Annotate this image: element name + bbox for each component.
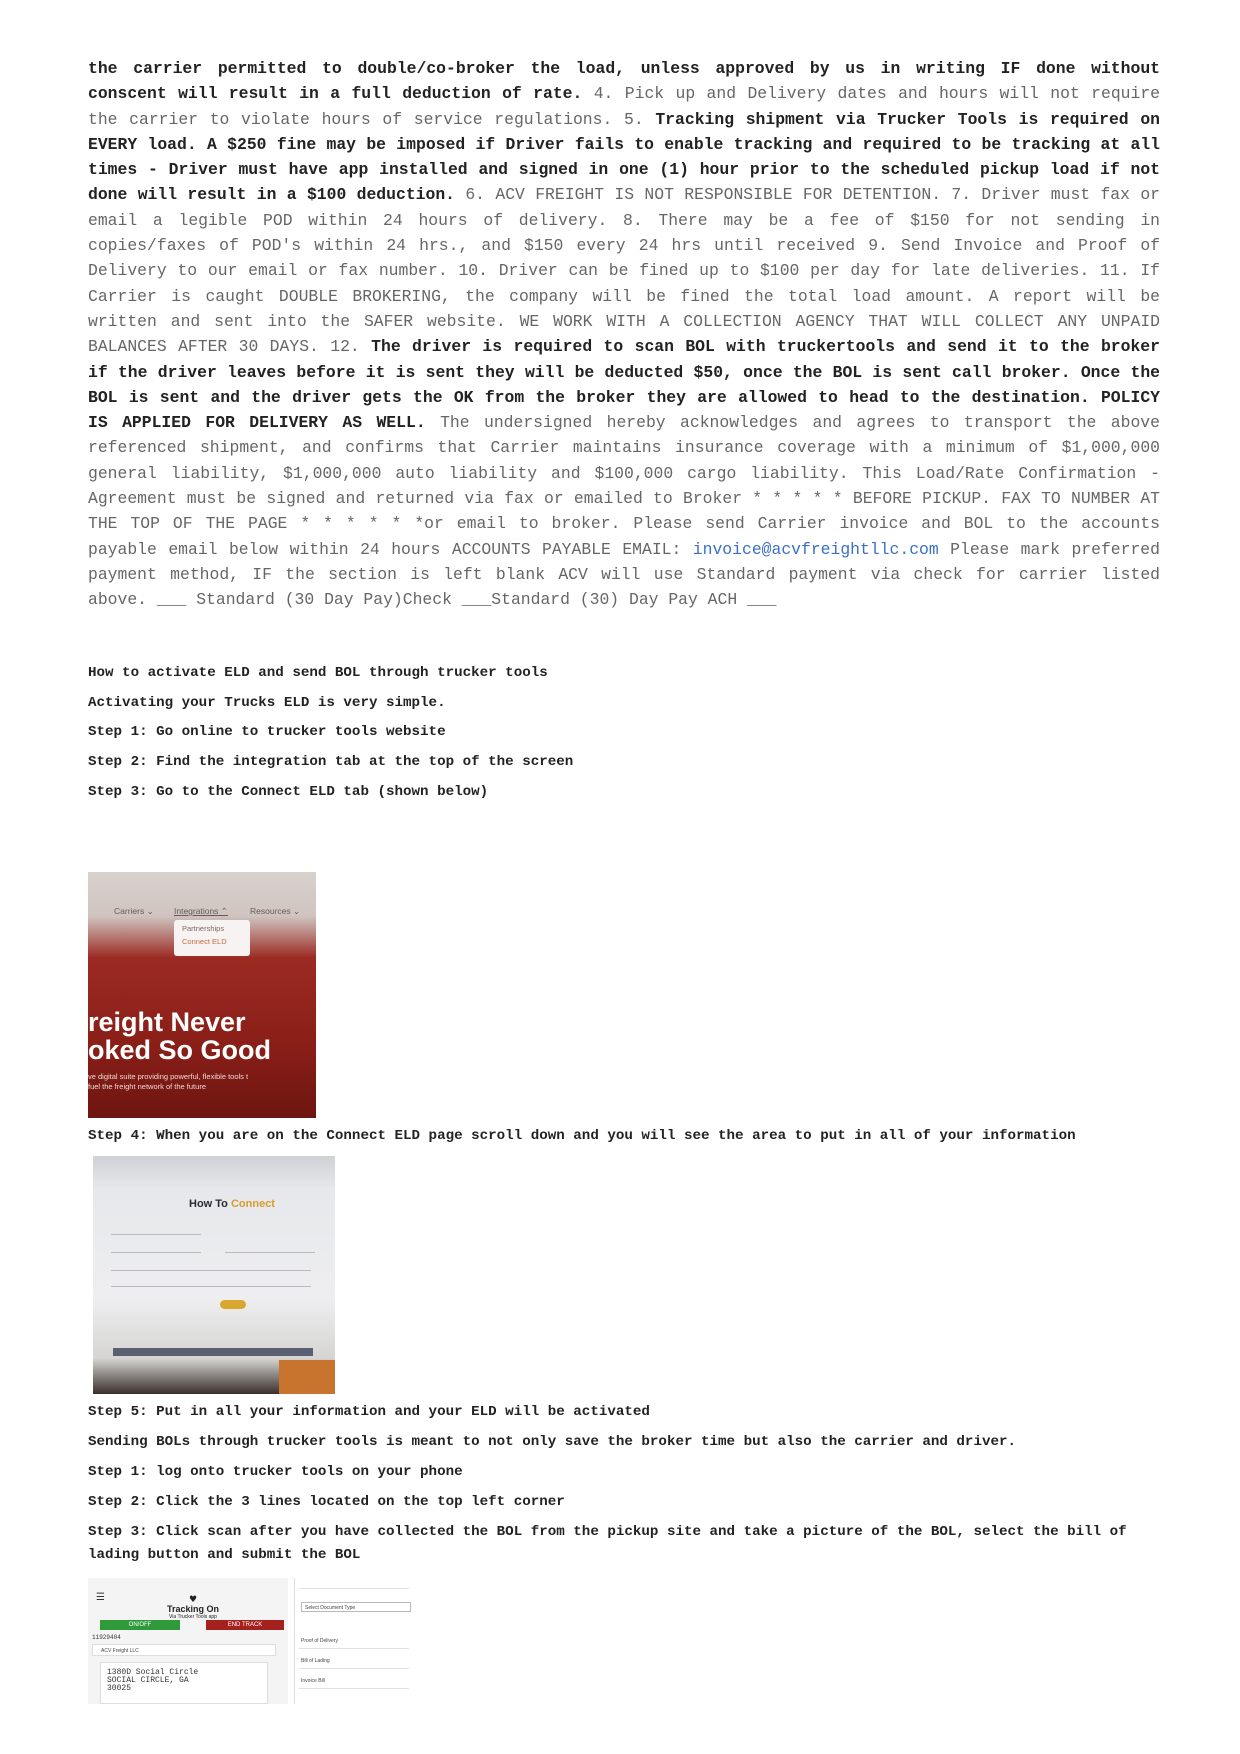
eld-intro: Activating your Trucks ELD is very simple. (88, 695, 446, 711)
photo-green-button: ON/OFF (100, 1620, 180, 1630)
terms-text-3: The undersigned hereby acknowledges and agrees to transport the above referenced shipment, and confirms that Carrier maintains insurance coverage with a minimum of $1,000,000 general liability, $1,000,000 auto liability and $100,000 cargo liability. This Load/Rate Confirmation - Agreement must be signed and returned via fax or emailed to Broker * * * * * BEFORE PICKUP. FAX TO NUMBER AT THE TOP OF THE PAGE * * * * * *or email to broker. Please send Carrier invoice and BOL to the accounts payable email below within 24 hours ACCOUNTS PAYABLE EMAIL: (88, 413, 1160, 559)
photo-tracking-on: Tracking On (166, 1604, 219, 1614)
photo-menu-connect-eld: Connect ELD (182, 937, 227, 946)
photo-form-field (111, 1270, 311, 1271)
bol-step-2: Step 2: Click the 3 lines located on the top left corner (88, 1494, 565, 1510)
photo-tracking-screen (88, 1578, 288, 1704)
photo-row-divider (299, 1668, 409, 1669)
photo-form-field (225, 1252, 315, 1253)
bol-step-1: Step 1: log onto trucker tools on your phone (88, 1464, 463, 1480)
photo-form-field (111, 1286, 311, 1287)
photo-option-pod: Proof of Delivery (301, 1638, 338, 1644)
photo-red-button: END TRACK (206, 1620, 284, 1630)
trucker-tools-app-photo (88, 1578, 416, 1704)
photo-sub-line-2: fuel the freight network of the future (88, 1082, 206, 1091)
photo-row-divider (299, 1648, 409, 1649)
bol-step-3: Step 3: Click scan after you have collected the BOL from the pickup site and take a picture of the BOL, select the bill of lading button and submit the BOL (88, 1524, 1127, 1563)
photo-option-bol: Bill of Lading (301, 1658, 330, 1664)
eld-heading: How to activate ELD and send BOL through trucker tools (88, 665, 548, 681)
eld-step-4: Step 4: When you are on the Connect ELD page scroll down and you will see the area to put in all of your information (88, 1128, 1076, 1144)
photo-menu-partnerships: Partnerships (182, 924, 225, 933)
terms-text-2: 6. ACV FREIGHT IS NOT RESPONSIBLE FOR DETENTION. 7. Driver must fax or email a legible POD within 24 hours of delivery. 8. There may be a fee of $150 for not sending in copies/faxes of POD's within 24 hrs., and $150 every 24 hrs until received 9. Send Invoice and Proof of Delivery to our email or fax number. 10. Driver can be fined up to $100 per day for late deliveries. 11. If Carrier is caught DOUBLE BROKERING, the company will be fined the total load amount. A report will be written and sent into the SAFER website. WE WORK WITH A COLLECTION AGENCY THAT WILL COLLECT ANY UNPAID BALANCES AFTER 30 DAYS. 12. (88, 185, 1160, 357)
photo-title-b: Connect (230, 1198, 275, 1210)
photo-tracking-title (158, 1596, 228, 1620)
photo-option-invoice: Invoice Bill (301, 1678, 325, 1684)
terms-text-1: 4. Pick up and Delivery dates and hours will not require the carrier to violate hours of service regulations. 5. (88, 84, 1161, 129)
photo-form-field (111, 1252, 201, 1253)
terms-text-4: Please mark preferred payment method, IF the section is left blank ACV will use Standard payment via check for carrier listed above. ___ Standard (30 Day Pay)Check ___Standard (30) Day Pay ACH ___ (88, 539, 1160, 610)
photo-save-button (220, 1300, 246, 1309)
photo-title-a: How To (189, 1198, 231, 1210)
terms-paragraph (88, 56, 1160, 613)
photo-document-screen (294, 1578, 416, 1704)
terms-section (88, 56, 1160, 613)
connect-eld-menu-photo (88, 872, 316, 1118)
photo-how-to-connect-title (189, 1198, 275, 1210)
accounts-payable-email-link[interactable]: invoice@acvfreightllc.com (692, 539, 939, 559)
photo-hero-line-1: reight Never (88, 1007, 246, 1037)
how-to-connect-photo (93, 1156, 335, 1394)
photo-row-divider (299, 1688, 409, 1689)
photo-nav-carriers: Carriers ⌄ (114, 906, 154, 916)
photo-hero-line-2: oked So Good (88, 1035, 272, 1065)
photo-load-number: 11929404 (92, 1634, 121, 1641)
photo-corner-card (279, 1360, 335, 1394)
eld-step-5: Step 5: Put in all your information and your ELD will be activated (88, 1404, 650, 1420)
photo-location-pin-icon: ♥ (188, 1595, 198, 1605)
eld-step-2: Step 2: Find the integration tab at the top of the screen (88, 754, 574, 770)
photo-nav-integrations: Integrations ⌃ (174, 906, 228, 916)
terms-bold-1: the carrier permitted to double/co-broker the load, unless approved by us in writing IF done without conscent will result in a full deduction of rate. (88, 59, 1160, 104)
photo-nav-resources: Resources ⌄ (250, 906, 301, 916)
eld-step-3: Step 3: Go to the Connect ELD tab (shown below) (88, 784, 489, 800)
photo-hero-text (88, 1008, 271, 1064)
terms-bold-bol: The driver is required to scan BOL with truckertools and send it to the broker if the driver leaves before it is sent they will be deducted $50, once the BOL is sent call broker. Once the BOL is sent and the driver gets the OK from the broker they are allowed to head to the destination. POLICY IS APPLIED FOR DELIVERY AS WELL. (88, 337, 1160, 433)
photo-taskbar (113, 1348, 313, 1356)
photo-hero-subtext (88, 1072, 248, 1092)
photo-hamburger-icon: ☰ (96, 1592, 105, 1603)
photo-row-divider (299, 1588, 409, 1589)
photo-sub-line-1: ve digital suite providing powerful, flexible tools t (88, 1072, 249, 1081)
photo-tracking-sub: Via Trucker Tools app (169, 1614, 217, 1620)
eld-step-1: Step 1: Go online to trucker tools website (88, 724, 446, 740)
photo-dropdown-menu (174, 920, 250, 956)
photo-address-card: 1380D Social Circle SOCIAL CIRCLE, GA 30025 (100, 1662, 268, 1704)
photo-form-field (111, 1234, 201, 1235)
photo-company-row: ACV Freight LLC (92, 1644, 276, 1656)
terms-bold-tracking: Tracking shipment via Trucker Tools is required on EVERY load. A $250 fine may be imposed if Driver fails to enable tracking and required to be tracking at all times - Driver must have app installed and signed in one (1) hour prior to the scheduled pickup load if not done will result in a $100 deduction. (88, 109, 1160, 205)
photo-document-type-select: Select Document Type (301, 1602, 411, 1612)
bol-intro: Sending BOLs through trucker tools is meant to not only save the broker time but also the carrier and driver. (88, 1434, 1017, 1450)
